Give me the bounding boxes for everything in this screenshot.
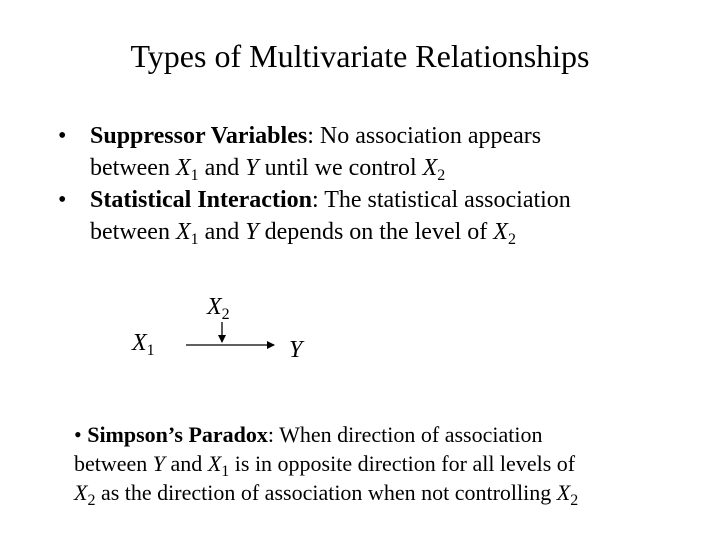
- simpson-term: Simpson’s Paradox: [87, 422, 268, 447]
- bullet-statistical-interaction: • Statistical Interaction: The statistical association between $X_1$ and Y depends on the level of $X_2$: [58, 184, 678, 248]
- simpsons-paradox-note: • Simpson’s Paradox: When direction of association between Y and $X_1$ is in opposite direction for all levels of $X_2$ as the direction of association when not controlling $X_2$: [74, 422, 579, 509]
- bullet-dot: •: [58, 123, 67, 149]
- bullet-dot: •: [58, 187, 67, 213]
- interaction-term: Statistical Interaction: [90, 187, 312, 213]
- diagram-x1-label: $X_1$: [132, 330, 155, 359]
- slide-title: Types of Multivariate Relationships: [130, 38, 590, 74]
- diagram-x2-label: $X_2$: [207, 294, 230, 323]
- interaction-text-1: The statistical association: [324, 187, 571, 213]
- bullet-suppressor-variables: • Suppressor Variables: No association appears between $X_1$ and Y until we control $X_2$: [58, 120, 678, 184]
- suppressor-text-1: No association appears: [319, 123, 542, 149]
- diagram-y-label: Y: [289, 337, 303, 363]
- suppressor-term: Suppressor Variables: [90, 123, 308, 149]
